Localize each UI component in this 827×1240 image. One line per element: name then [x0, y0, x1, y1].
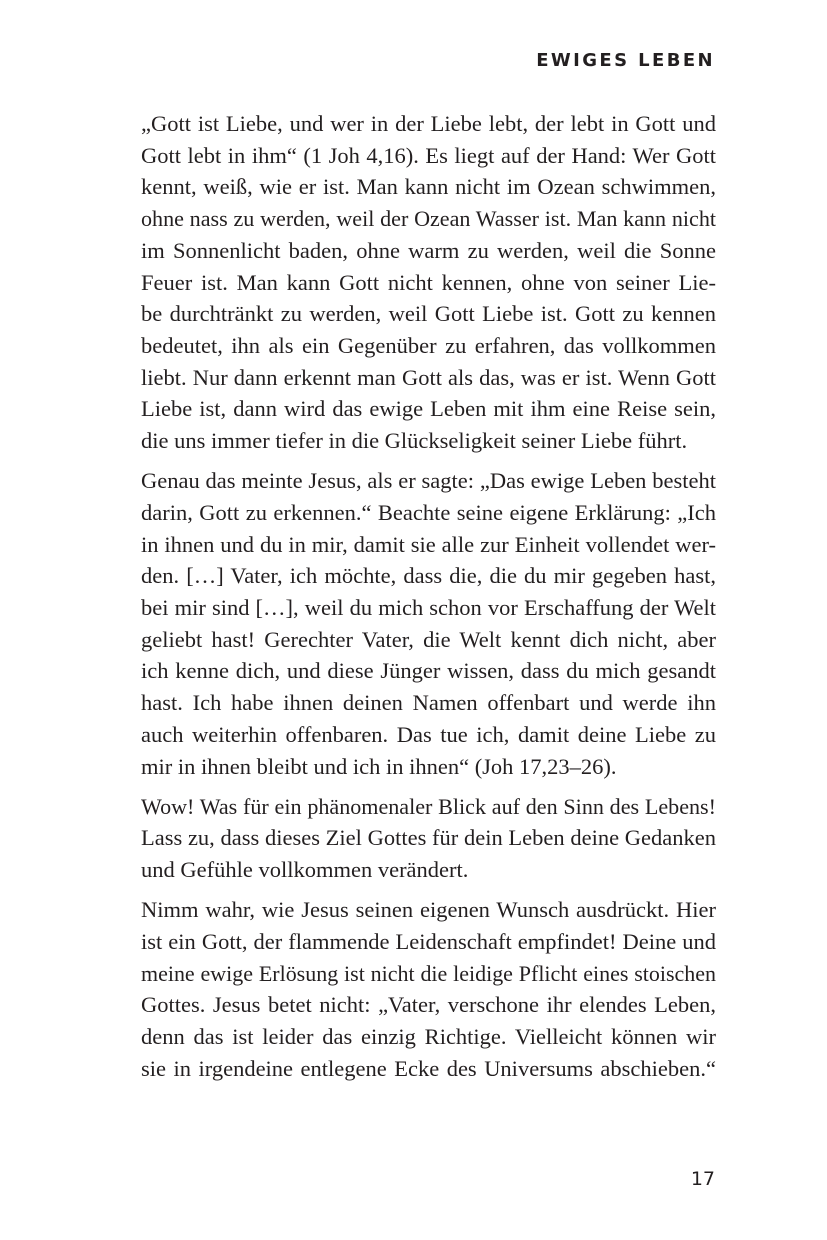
text-line: darin, Gott zu erkennen.“ Beachte seine eigene Erklärung: „Ich: [141, 499, 716, 525]
body-text: [141, 108, 716, 1093]
paragraph-1: [141, 108, 716, 457]
text-line: bedeutet, ihn als ein Gegenüber zu erfahren, das vollkommen: [141, 332, 716, 358]
text-line: in ihnen und du in mir, damit sie alle zur Einheit vollendet wer-: [141, 531, 716, 557]
running-header: EWIGES LEBEN: [536, 50, 715, 71]
text-line: und Gefühle vollkommen verändert.: [141, 857, 469, 883]
text-line: „Gott ist Liebe, und wer in der Liebe lebt, der lebt in Gott und: [141, 111, 716, 136]
text-line: ich kenne dich, und diese Jünger wissen, dass du mich gesandt: [141, 658, 716, 684]
text-line: Gott lebt in ihm“ (1 Joh 4,16). Es liegt auf der Hand: Wer Gott: [141, 142, 716, 168]
text-line: be durchtränkt zu werden, weil Gott Liebe ist. Gott zu kennen: [141, 301, 716, 327]
text-line: hast. Ich habe ihnen deinen Namen offenbart und werde ihn: [141, 690, 716, 716]
text-line: Nimm wahr, wie Jesus seinen eigenen Wunsch ausdrückt. Hier: [141, 897, 716, 923]
text-line: Gottes. Jesus betet nicht: „Vater, verschone ihr elendes Leben,: [141, 992, 716, 1018]
text-line: denn das ist leider das einzig Richtige. Vielleicht können wir: [141, 1024, 716, 1050]
text-line: Wow! Was für ein phänomenaler Blick auf den Sinn des Lebens!: [141, 793, 716, 819]
text-line: Liebe ist, dann wird das ewige Leben mit ihm eine Reise sein,: [141, 396, 716, 422]
page-number: 17: [690, 1168, 715, 1190]
text-line: im Sonnenlicht baden, ohne warm zu werden, weil die Sonne: [141, 237, 716, 263]
text-line: ist ein Gott, der flammende Leidenschaft empfindet! Deine und: [141, 929, 716, 955]
text-line: Genau das meinte Jesus, als er sagte: „Das ewige Leben besteht: [141, 468, 716, 494]
paragraph-3: [141, 791, 716, 886]
paragraph-4: [141, 894, 716, 1084]
text-line: auch weiterhin offenbaren. Das tue ich, damit deine Liebe zu: [141, 721, 716, 747]
text-line: meine ewige Erlösung ist nicht die leidige Pflicht eines stoischen: [141, 960, 716, 986]
text-line: ohne nass zu werden, weil der Ozean Wasser ist. Man kann nicht: [141, 206, 716, 232]
text-line: kennt, weiß, wie er ist. Man kann nicht im Ozean schwimmen,: [141, 174, 716, 200]
text-line: den. […] Vater, ich möchte, dass die, die du mir gegeben hast,: [141, 563, 716, 589]
text-line: liebt. Nur dann erkennt man Gott als das, was er ist. Wenn Gott: [141, 364, 716, 390]
text-line: geliebt hast! Gerechter Vater, die Welt kennt dich nicht, aber: [141, 626, 716, 652]
text-line: Feuer ist. Man kann Gott nicht kennen, ohne von seiner Lie-: [141, 269, 716, 295]
text-line: bei mir sind […], weil du mich schon vor Erschaffung der Welt: [141, 595, 716, 621]
text-line: sie in irgendeine entlegene Ecke des Universums abschieben.“: [141, 1055, 716, 1081]
text-line: mir in ihnen bleibt und ich in ihnen“ (Joh 17,23–26).: [141, 753, 617, 779]
text-line: Lass zu, dass dieses Ziel Gottes für dein Leben deine Gedanken: [141, 825, 716, 851]
text-line: die uns immer tiefer in die Glückseligkeit seiner Liebe führt.: [141, 428, 688, 454]
paragraph-2: [141, 465, 716, 782]
